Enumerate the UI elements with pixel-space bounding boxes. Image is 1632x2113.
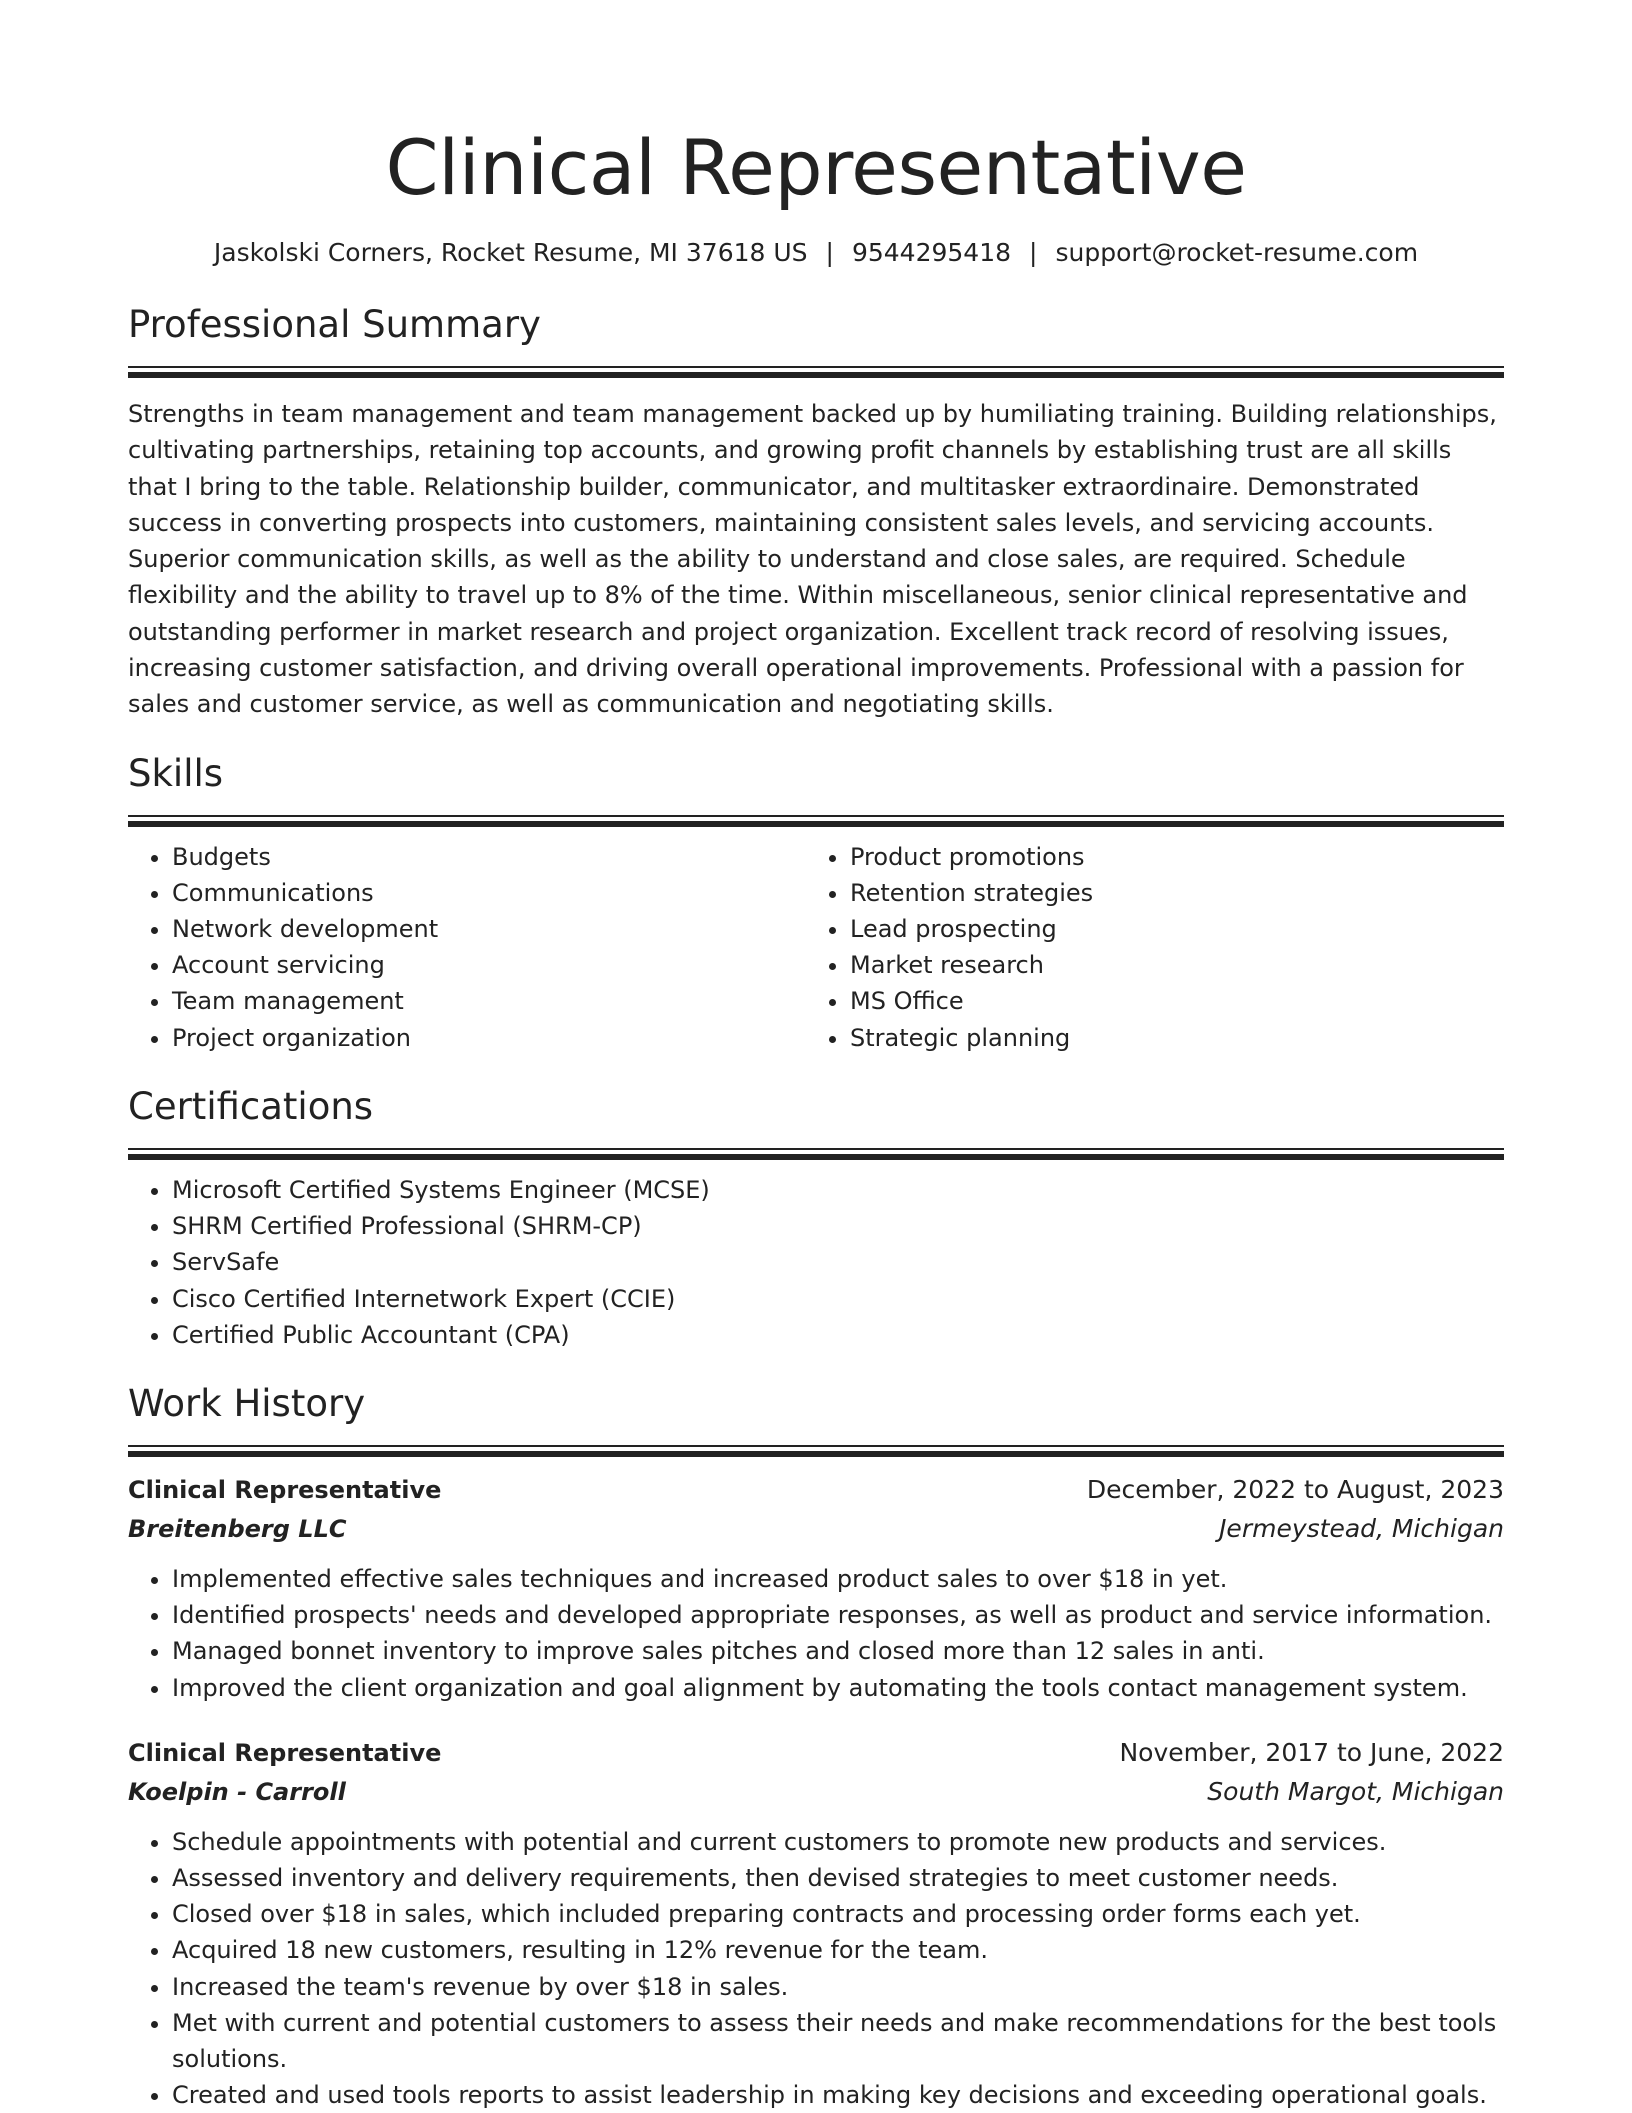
job-location: South Margot, Michigan bbox=[1207, 1776, 1504, 1806]
job-dates: November, 2017 to June, 2022 bbox=[1119, 1737, 1504, 1767]
job-title: Clinical Representative bbox=[128, 1738, 442, 1767]
section-divider bbox=[128, 815, 1504, 827]
section-divider bbox=[128, 1445, 1504, 1457]
job-header bbox=[128, 1734, 1504, 1772]
section-title-summary: Professional Summary bbox=[128, 303, 541, 346]
job-entry bbox=[128, 1734, 1504, 2113]
skill-item: • Network development bbox=[172, 911, 806, 947]
skills-list-left bbox=[128, 839, 806, 1056]
skill-item: • Communications bbox=[172, 875, 806, 911]
skills-list-right bbox=[806, 839, 1484, 1056]
skill-item: • Retention strategies bbox=[850, 875, 1484, 911]
job-bullet: • Met with current and potential customers to assess their needs and make recommendations for the best tools solutions. bbox=[172, 2005, 1504, 2077]
skill-item: • Account servicing bbox=[172, 947, 806, 983]
skill-item: • Project organization bbox=[172, 1020, 806, 1056]
job-bullet: • Improved the client organization and goal alignment by automating the tools contact management system. bbox=[172, 1670, 1504, 1706]
certification-item: • Microsoft Certified Systems Engineer (MCSE) bbox=[172, 1172, 1504, 1208]
job-company: Koelpin - Carroll bbox=[128, 1777, 346, 1806]
skill-item: • Market research bbox=[850, 947, 1484, 983]
job-bullet: • Closed over $18 in sales, which included preparing contracts and processing order forms each yet. bbox=[172, 1896, 1504, 1932]
contact-address: Jaskolski Corners, Rocket Resume, MI 37618 US bbox=[213, 238, 808, 267]
contact-email[interactable]: support@rocket-resume.com bbox=[1055, 238, 1419, 267]
job-bullets bbox=[128, 1824, 1504, 2113]
skill-item: • Team management bbox=[172, 983, 806, 1019]
certification-item: • Certified Public Accountant (CPA) bbox=[172, 1317, 1504, 1353]
section-divider bbox=[128, 366, 1504, 378]
skill-item: • MS Office bbox=[850, 983, 1484, 1019]
skill-item: • Strategic planning bbox=[850, 1020, 1484, 1056]
contact-phone: 9544295418 bbox=[851, 238, 1012, 267]
certification-item: • SHRM Certified Professional (SHRM-CP) bbox=[172, 1208, 1504, 1244]
skill-item: • Budgets bbox=[172, 839, 806, 875]
job-entry bbox=[128, 1471, 1504, 1706]
job-bullet: • Assessed inventory and delivery requirements, then devised strategies to meet customer needs. bbox=[172, 1860, 1504, 1896]
summary-text: Strengths in team management and team management backed up by humiliating training. Building relationships, cultivating partnerships, retaining top accounts, and growing profit channels by establishing trust are all skills that I bring to the table. Relationship builder, communicator, and multitasker extraordinaire. Demonstrated success in converting prospects into customers, maintaining consistent sales levels, and servicing accounts. Superior communication skills, as well as the ability to understand and close sales, are required. Schedule flexibility and the ability to travel up to 8% of the time. Within miscellaneous, senior clinical representative and outstanding performer in market research and project organization. Excellent track record of resolving issues, increasing customer satisfaction, and driving overall operational improvements. Professional with a passion for sales and customer service, as well as communication and negotiating skills. bbox=[128, 400, 1497, 719]
section-title-skills: Skills bbox=[128, 751, 224, 795]
job-bullet: • Acquired 18 new customers, resulting in 12% revenue for the team. bbox=[172, 1932, 1504, 1968]
job-subheader bbox=[128, 1509, 1504, 1549]
job-location: Jermeystead, Michigan bbox=[1219, 1513, 1504, 1543]
work-history-section bbox=[128, 1379, 1504, 2113]
contact-separator: | bbox=[825, 238, 834, 267]
section-title-work-history: Work History bbox=[128, 1381, 366, 1425]
skills-grid bbox=[128, 839, 1504, 1056]
job-header bbox=[128, 1471, 1504, 1509]
job-bullet: • Created and used tools reports to assist leadership in making key decisions and exceeding operational goals. bbox=[172, 2077, 1504, 2113]
certifications-section bbox=[128, 1082, 1504, 1353]
job-title: Clinical Representative bbox=[128, 1475, 442, 1504]
skill-item: • Product promotions bbox=[850, 839, 1484, 875]
job-bullets bbox=[128, 1561, 1504, 1706]
skill-item: • Lead prospecting bbox=[850, 911, 1484, 947]
skills-section bbox=[128, 749, 1504, 1056]
job-bullet: • Implemented effective sales techniques and increased product sales to over $18 in yet. bbox=[172, 1561, 1504, 1597]
job-bullet: • Identified prospects' needs and developed appropriate responses, as well as product and service information. bbox=[172, 1597, 1504, 1633]
contact-separator: | bbox=[1029, 238, 1038, 267]
certification-item: • ServSafe bbox=[172, 1244, 1504, 1280]
summary-section bbox=[128, 300, 1504, 723]
job-dates: December, 2022 to August, 2023 bbox=[1086, 1474, 1504, 1504]
resume-title: Clinical Representative bbox=[385, 123, 1247, 212]
section-title-certifications: Certifications bbox=[128, 1084, 374, 1128]
certifications-list bbox=[128, 1172, 1504, 1353]
job-bullet: • Managed bonnet inventory to improve sales pitches and closed more than 12 sales in anti. bbox=[172, 1633, 1504, 1669]
job-bullet: • Increased the team's revenue by over $18 in sales. bbox=[172, 1969, 1504, 2005]
job-bullet: • Schedule appointments with potential and current customers to promote new products and services. bbox=[172, 1824, 1504, 1860]
contact-line bbox=[128, 236, 1504, 270]
resume-page bbox=[128, 118, 1504, 2113]
job-company: Breitenberg LLC bbox=[128, 1514, 347, 1543]
section-divider bbox=[128, 1148, 1504, 1160]
certification-item: • Cisco Certified Internetwork Expert (CCIE) bbox=[172, 1281, 1504, 1317]
job-subheader bbox=[128, 1772, 1504, 1812]
